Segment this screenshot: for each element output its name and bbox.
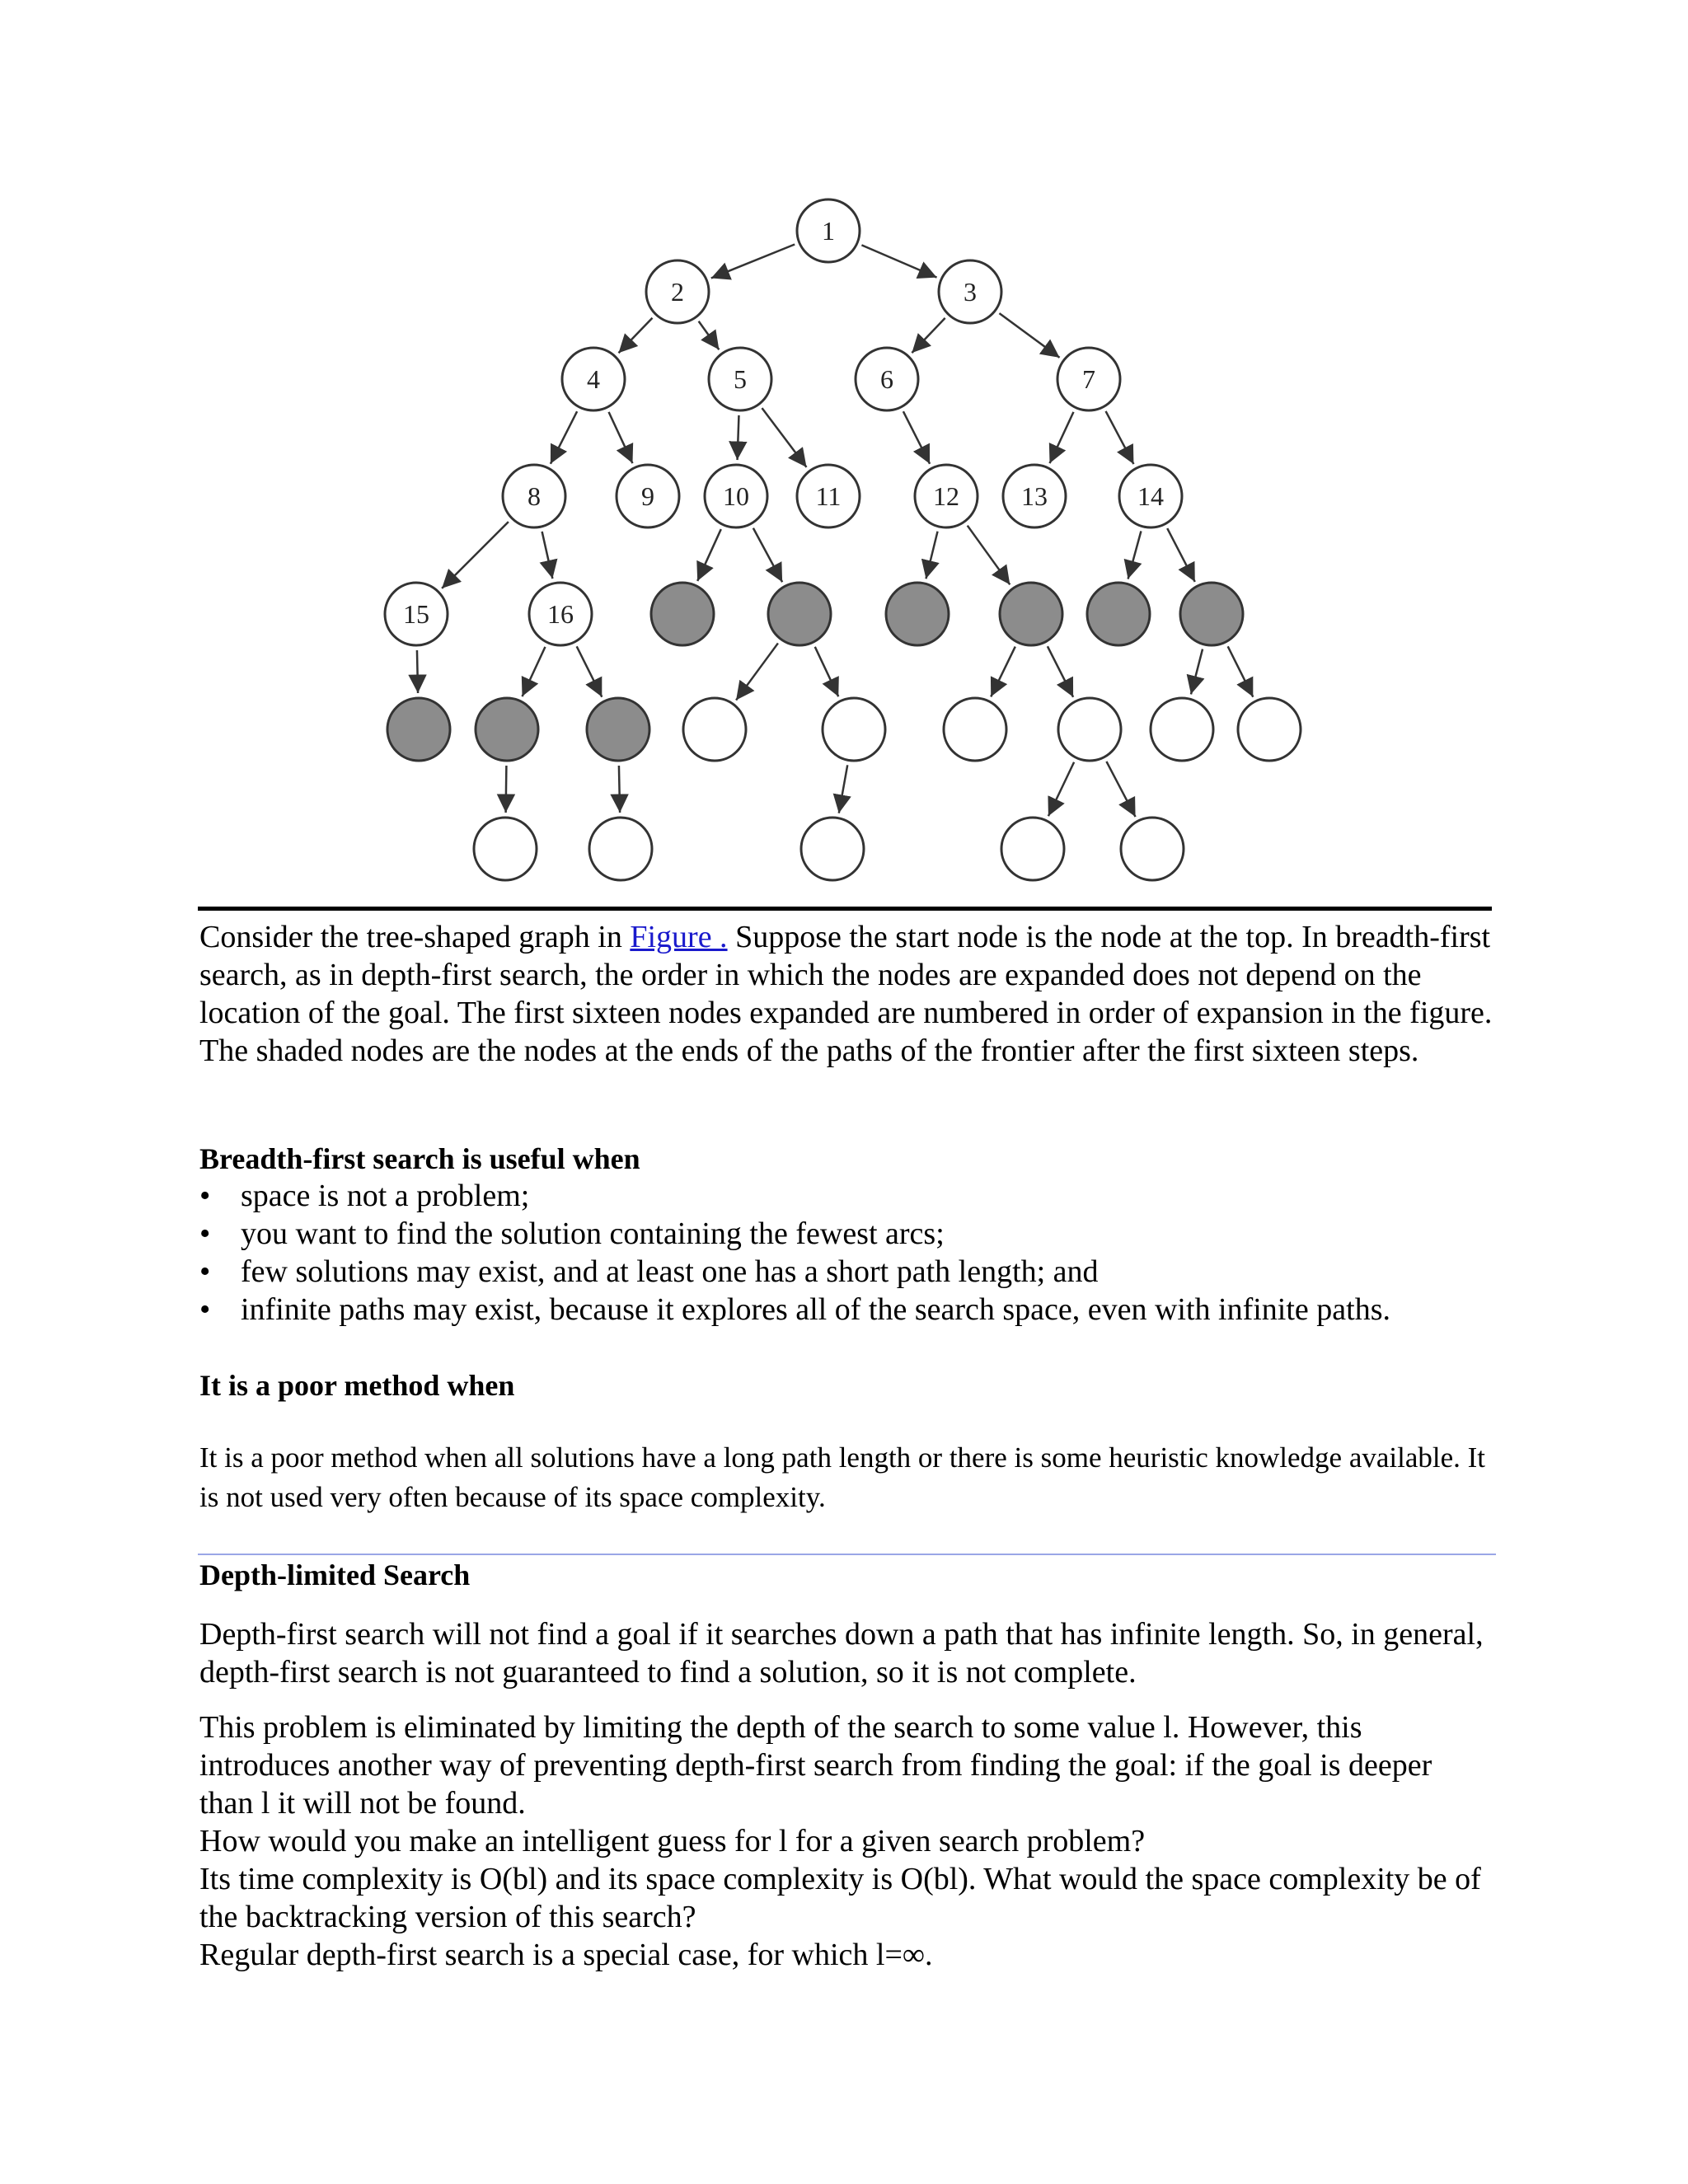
- useful-heading: Breadth-first search is useful when: [199, 1142, 640, 1175]
- tree-edge-arrow: [417, 650, 418, 693]
- unexpanded-node-circle: [474, 818, 537, 880]
- tree-node-8: [503, 465, 565, 527]
- depth-limited-lines: [199, 1708, 1493, 1974]
- tree-node-label: 8: [528, 481, 541, 511]
- tree-edge-arrow: [999, 313, 1059, 358]
- tree-edge-arrow: [839, 765, 847, 813]
- tree-node-1: [797, 199, 860, 262]
- poor-paragraph: It is a poor method when all solutions have a long path length or there is some heuristic knowledge available. It is not used very often because of its space complexity.: [199, 1441, 1486, 1513]
- bullet-icon: •: [199, 1179, 211, 1213]
- unexpanded-node-circle: [1151, 698, 1213, 761]
- section-rule: [198, 907, 1492, 911]
- tree-edge-arrow: [968, 526, 1010, 585]
- tree-node-12: [915, 465, 978, 527]
- tree-edge-arrow: [753, 528, 782, 583]
- unexpanded-node-circle: [823, 698, 885, 761]
- tree-node-label: 6: [880, 364, 893, 394]
- frontier-node-circle: [886, 583, 949, 645]
- unexpanded-node: [1151, 698, 1213, 761]
- unexpanded-node: [474, 818, 537, 880]
- tree-edge-arrow: [1050, 412, 1074, 463]
- list-item: • few solutions may exist, and at least one has a short path length; and: [199, 1254, 1099, 1289]
- frontier-node: [387, 698, 450, 761]
- tree-node-label: 5: [734, 364, 747, 394]
- tree-node-9: [617, 465, 679, 527]
- tree-edge-arrow: [523, 647, 546, 696]
- list-item: • infinite paths may exist, because it explores all of the search space, even with infinite paths.: [199, 1292, 1390, 1327]
- tree-node-13: [1003, 465, 1066, 527]
- tree-edge-arrow: [577, 646, 603, 696]
- frontier-node: [651, 583, 714, 645]
- bullet-icon: •: [199, 1254, 211, 1289]
- unexpanded-node: [683, 698, 746, 761]
- unexpanded-node-circle: [1121, 818, 1184, 880]
- unexpanded-node-circle: [944, 698, 1006, 761]
- tree-edge-arrow: [762, 408, 806, 467]
- list-item: • space is not a problem;: [199, 1179, 530, 1213]
- depth-limited-paragraph: Depth-first search will not find a goal if it searches down a path that has infinite length. So, in general, depth-first search is not guaranteed to find a solution, so it is not complete.: [199, 1617, 1484, 1690]
- tree-node-label: 7: [1082, 364, 1095, 394]
- tree-edge-arrow: [1048, 762, 1074, 817]
- unexpanded-node: [1001, 818, 1064, 880]
- tree-node-label: 14: [1137, 481, 1164, 511]
- tree-node-label: 13: [1021, 481, 1048, 511]
- depth-limited-line: Regular depth-first search is a special case, for which l=∞.: [199, 1938, 933, 1972]
- unexpanded-node: [823, 698, 885, 761]
- tree-edge-arrow: [1228, 646, 1254, 696]
- frontier-node: [886, 583, 949, 645]
- poor-heading: It is a poor method when: [199, 1369, 515, 1402]
- unexpanded-node: [1121, 818, 1184, 880]
- tree-node-label: 12: [933, 481, 959, 511]
- tree-node-6: [856, 348, 918, 410]
- tree-edge-arrow: [619, 766, 620, 813]
- tree-node-label: 16: [547, 599, 574, 629]
- tree-edge-arrow: [699, 321, 720, 349]
- tree-node-11: [797, 465, 860, 527]
- unexpanded-node: [944, 698, 1006, 761]
- frontier-node-circle: [768, 583, 831, 645]
- tree-node-label: 1: [822, 216, 835, 246]
- tree-node-10: [705, 465, 767, 527]
- bullet-icon: •: [199, 1216, 211, 1251]
- tree-node-16: [529, 583, 592, 645]
- frontier-node-circle: [651, 583, 714, 645]
- frontier-node: [1180, 583, 1243, 645]
- figure-link[interactable]: Figure .: [630, 920, 728, 954]
- tree-edge-arrow: [738, 415, 739, 460]
- tree-node-label: 15: [403, 599, 429, 629]
- tree-edge-arrow: [903, 411, 930, 464]
- tree-edge-arrow: [991, 647, 1015, 697]
- unexpanded-node: [801, 818, 864, 880]
- tree-node-14: [1119, 465, 1182, 527]
- tree-node-3: [939, 260, 1001, 323]
- list-item: • you want to find the solution containing the fewest arcs;: [199, 1216, 945, 1251]
- tree-edge-arrow: [609, 412, 633, 463]
- tree-edge-arrow: [912, 318, 945, 353]
- unexpanded-node-circle: [683, 698, 746, 761]
- unexpanded-node: [1238, 698, 1301, 761]
- tree-node-5: [709, 348, 771, 410]
- tree-edge-arrow: [711, 244, 795, 278]
- tree-node-label: 4: [587, 364, 600, 394]
- unexpanded-node-circle: [801, 818, 864, 880]
- frontier-node-circle: [1180, 583, 1243, 645]
- tree-edge-arrow: [1167, 528, 1195, 582]
- tree-node-4: [562, 348, 625, 410]
- unexpanded-node-circle: [1058, 698, 1121, 761]
- tree-node-label: 2: [671, 277, 684, 307]
- unexpanded-node-circle: [1001, 818, 1064, 880]
- depth-limited-line: Its time complexity is O(bl) and its space complexity is O(bl). What would the space complexity be of the backtracking version of this search?: [199, 1862, 1481, 1934]
- tree-node-label: 11: [815, 481, 842, 511]
- unexpanded-node-circle: [589, 818, 652, 880]
- tree-node-label: 3: [964, 277, 977, 307]
- tree-edge-arrow: [926, 532, 937, 579]
- tree-edge-arrow: [442, 522, 509, 588]
- frontier-node-circle: [587, 698, 649, 761]
- frontier-node: [476, 698, 538, 761]
- frontier-node: [1087, 583, 1150, 645]
- frontier-node: [587, 698, 649, 761]
- frontier-node: [768, 583, 831, 645]
- tree-edge-arrow: [861, 245, 936, 277]
- tree-node-7: [1057, 348, 1120, 410]
- unexpanded-node-circle: [1238, 698, 1301, 761]
- tree-node-15: [385, 583, 448, 645]
- frontier-node-circle: [476, 698, 538, 761]
- bullet-icon: •: [199, 1292, 211, 1327]
- frontier-node: [1000, 583, 1062, 645]
- tree-edge-arrow: [1106, 762, 1135, 817]
- search-tree-figure: [0, 0, 1688, 898]
- tree-edge-arrow: [1106, 411, 1134, 464]
- unexpanded-node: [1058, 698, 1121, 761]
- tree-edge-arrow: [1128, 531, 1142, 579]
- tree-edge-arrow: [619, 318, 653, 354]
- frontier-node-circle: [387, 698, 450, 761]
- tree-edge-arrow: [551, 411, 577, 464]
- frontier-node-circle: [1000, 583, 1062, 645]
- depth-limited-line: This problem is eliminated by limiting the depth of the search to some value l. However, this introduces another way of preventing depth-first search from finding the goal: if the goal is deeper than l it will not be found.: [199, 1710, 1432, 1821]
- intro-paragraph: Consider the tree-shaped graph in Figure . Suppose the start node is the node at the top. In breadth-first search, as in depth-first search, the order in which the nodes are expanded does not depend on the location of the goal. The first sixteen nodes expanded are numbered in order of expansion in the figure. The shaded nodes are the nodes at the ends of the paths of the frontier after the first sixteen steps.: [199, 920, 1493, 1068]
- unexpanded-node: [589, 818, 652, 880]
- tree-edge-arrow: [815, 647, 838, 696]
- tree-edge-arrow: [542, 532, 553, 579]
- tree-node-2: [646, 260, 709, 323]
- tree-edge-arrow: [1191, 649, 1203, 695]
- tree-edge-arrow: [506, 766, 507, 813]
- tree-edge-arrow: [736, 643, 778, 700]
- tree-node-label: 9: [641, 481, 654, 511]
- frontier-node-circle: [1087, 583, 1150, 645]
- depth-limited-heading: Depth-limited Search: [199, 1558, 471, 1591]
- tree-edge-arrow: [697, 529, 721, 581]
- useful-list: [199, 1177, 1493, 1329]
- depth-limited-line: How would you make an intelligent guess for l for a given search problem?: [199, 1824, 1146, 1858]
- tree-node-label: 10: [723, 481, 749, 511]
- tree-edge-arrow: [1048, 646, 1073, 697]
